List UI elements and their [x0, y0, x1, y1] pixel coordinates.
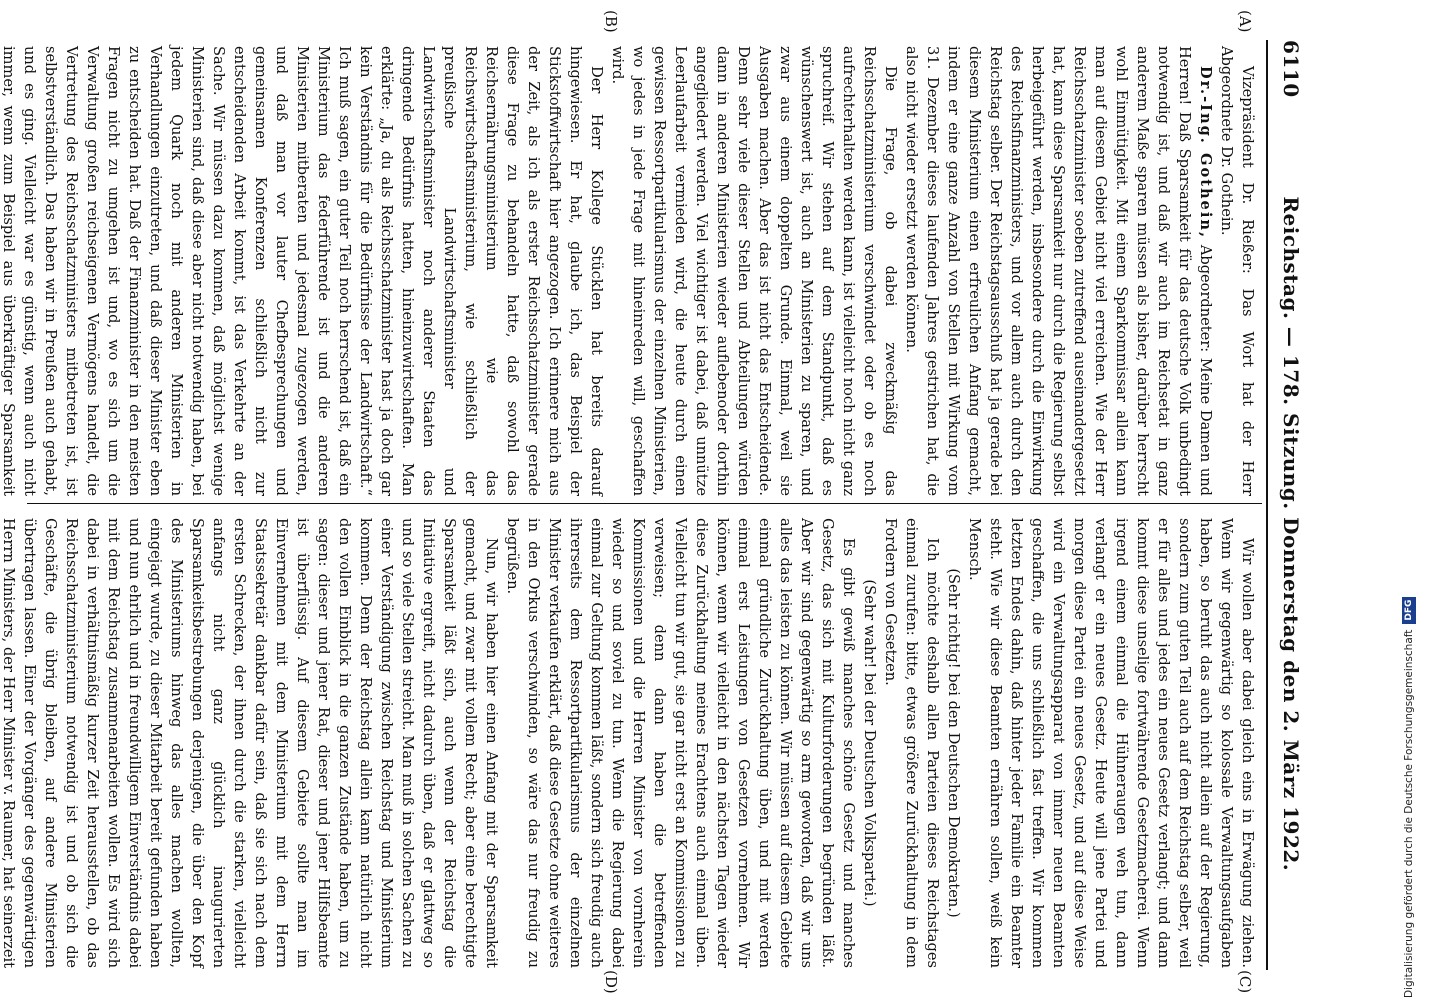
page-header: [1274, 40, 1308, 970]
paragraph-left-4: Der Herr Kollege Stücklen hat bereits darauf hingewiesen. Er hat, glaube ich, das Beispiel der Stickstoffwirtschaft hier angezogen. Ich erinnere mich aus der Zeit, als ich als erster Reichsschatzminister gerade diese Frage zu behandeln hatte, daß sowohl das Reichsernährungsministerium wie das Reichswirtschaftsministerium, wie schließlich der preußische Landwirtschaftsminister und Landwirtschaftsminister noch anderer Staaten das dringende Bedürfnis hatten, hineinzuwirtschaften. Man erklärte: „Ja, du als Reichsschatzminister hast ja doch gar kein Verständnis für die Bedürfnisse der Landwirtschaft.“ Ich muß sagen, ein guter Teil noch herrschend ist, daß ein Ministerium das federführende ist und die anderen Ministerien mitberaten und jedesmal zugezogen werden, und daß man vor lauter Chefbesprechungen und gemeinsamen Konferenzen schließlich nicht zur entscheidenden Arbeit kommt, ist das Verkehrte an der Sache. Wir müssen dazu kommen, daß möglichst wenige Ministerien sind, daß diese aber nicht notwendig haben, bei jedem Quark noch mit anderen Ministerien in Verhandlungen einzutreten, und daß dieser Minister eben zu entscheiden hat. Daß der Finanzminister in den meisten Fragen nicht zu umgehen ist und, wo es sich um die Verwaltung großen reichseigenen Vermögens handelt, die Vertretung des Reichsschatzministers mitbetreten ist, ist selbstverständlich. Das haben wir in Preußen auch gehabt, und es ging. Vielleicht war es günstig, wenn auch nicht immer, wenn zum Beispiel aus überkräftiger Sparsamkeit: [0, 46, 605, 496]
margin-mark-d: (D): [602, 970, 620, 994]
paragraph-right-1: Wir wollen aber dabei gleich eins in Erwägung ziehen. Wenn wir gegenwärtig so kolossale Verwaltungsaufgaben haben, so beruht das auch nicht allein auf der Regierung, sondern zum guten Teil auch auf dem Reichstag selber, weil er für alles und jedes ein neues Gesetz verlangt; und dann kommt diese unselige fortwährende Gesetzmacherei. Wenn irgend einem einmal die Hühneraugen weh tun, dann verlangt er ein neues Gesetz. Heute will jene Partei und morgen diese Partei ein neues Gesetz, und auf diese Weise wird ein Verwaltungsapparat von immer neuen Beamten geschaffen, die uns schließlich fast treffen. Wir kommen letzten Endes dahin, daß hinter jeder Familie ein Beamter steht. Wie wir diese Beamten ernähren sollen, weiß kein Mensch.: [966, 518, 1256, 968]
credit-text: Digitalisierung gefördert durch die Deutsche Forschungsgemeinschaft: [1403, 629, 1415, 998]
column-divider: [27, 503, 1262, 504]
interjection-2: (Sehr wahr! bei der Deutschen Volkspartei.): [861, 579, 878, 907]
page-title: Reichstag. — 178. Sitzung. Donnerstag den 2. März 1922.: [1279, 196, 1303, 872]
margin-mark-c: (C): [1236, 970, 1254, 994]
paragraph-left-2: [901, 46, 1216, 496]
paragraph-left-1: Vizepräsident Dr. Rießer: Das Wort hat der Herr Abgeordnete Dr. Gothein.: [1218, 46, 1256, 496]
speaker-name: Dr.-Ing. Gothein,: [1197, 66, 1214, 240]
paragraph-right-3: Es gibt gewiß manches schöne Gesetz und manches Gesetz, das sich mit Kulturforderungen begründen läßt. Aber wir sind gegenwärtig so arm geworden, daß wir uns alles das leisten zu können. Wir müssen auf diesem Gebiete einmal gründliche Zurückhaltung üben, und mit werden einmal erst Leistungen von Gesetzen vornehmen. Wir können, wenn wir vielleicht in den nächsten Tagen wieder diese Zurückhaltung meines Erachtens auch einmal üben. Vielleicht tun wir gut, sie gar nicht erst an Kommissionen zu verweisen; denn dann haben die betreffenden Kommissionen und die Herren Minister von vornherein wieder so und soviel zu tun. Wenn die Regierung dabei einmal zur Geltung kommen läßt, sondern sich freudig auch ihrerseits dem Ressortpartikularismus der einzelnen Minister verkaufen erklärt, daß diese Gesetze ohne weiteres in den Orkus verschwinden, so wäre das nur freudig zu begrüßen.: [504, 518, 857, 968]
right-column: [0, 518, 1258, 968]
paragraph-left-2-text: Abgeordneter: Meine Damen und Herren! Daß Sparsamkeit für das deutsche Volk unbedingt notwendig ist, und daß wir auch im Reichsetat in ganz anderem Maße sparen müssen als bisher, darüber herrscht wohl Einmütigkeit. Mit einem Sparkommissar allein kann man auf diesem Gebiet nicht viel erreichen. Wie der Herr Reichsschatzminister soeben zutreffend auseinandergesetzt hat, kann diese Sparsamkeit nur durch die Regierung selbst herbeigeführt werden, insbesondere durch die Einwirkung des Reichsfinanzministers, und vor allem auch durch den Reichstag selber. Der Reichstagsausschuß hat ja gerade bei diesem Ministerium einen erfreulichen Anfang gemacht, indem er eine ganze Anzahl von Stellen mit Wirkung vom 31. Dezember dieses laufenden Jahres gestrichen hat, die also nicht wieder ersetzt werden können.: [903, 46, 1214, 497]
paragraph-right-2: Ich möchte deshalb allen Parteien dieses Reichstages einmal zurufen: bitte, etwas größere Zurückhaltung in dem Fordern von Gesetzen.: [882, 518, 941, 968]
digitization-credit: [1402, 597, 1416, 998]
left-column: [0, 46, 1258, 497]
page-number: 6110: [1279, 40, 1303, 98]
dfg-logo-icon: DFG: [1402, 597, 1416, 624]
interjection-1: (Sehr richtig! bei den Deutschen Demokraten.): [945, 568, 962, 918]
paragraph-right-4: Nun, wir haben hier einen Anfang mit der Sparsamkeit gemacht, und zwar mit vollem Recht; aber eine berechtigte Sparsamkeit läßt sich, auch wenn der Reichstag die Initiative ergreift, nicht dadurch üben, daß er glattweg so und so viele Stellen streicht. Man muß in solchen Sachen zu einer Verständigung zwischen Reichstag und Ministerium kommen. Denn der Reichstag allein kann natürlich nicht den vollen Einblick in die ganzen Zustände haben, um zu sagen: dieser und jener Rat, dieser und jener Hilfsbeamte ist überflüssig. Auf diesem Gebiete sollte man im Einvernehmen mit dem Ministerium mit dem Herrn Staatssekretär dankbar dafür sein, daß sie sich nach dem ersten Schrecken, der ihnen durch die starken, vielleicht anfangs nicht ganz glücklich inaugurierten Sparsamkeitsbestrebungen derjenigen, die über den Kopf des Ministeriums hinweg das alles machen wollten, eingejagt wurde, zu dieser Mitarbeit bereit gefunden haben und nun ehrlich und in freundwilligem Einverständnis dabei mit dem Reichstag zusammenarbeiten wollen. Es wird sich dabei in verhältnismäßig kurzer Zeit herausstellen, ob das Reichsschatzministerium notwendig ist und ob sich die Geschäfte, die übrig bleiben, auf andere Ministerien übertragen lassen. Einer der Vorgänger des gegenwärtigen Herrn Ministers, der Herr Minister v. Raumer, hat seinerzeit: [0, 518, 500, 968]
margin-mark-b: (B): [602, 10, 620, 33]
paragraph-left-3: Die Frage, ob dabei zweckmäßig das Reichsschatzministerium verschwindet oder ob es noch aufrechterhalten werden kann, ist vielleicht noch nicht ganz spruchreif. Wir stehen auf dem Standpunkt, daß es wünschenswert ist, auch an Ministerien zu sparen, und zwar aus einem doppelten Grunde. Einmal, weil sie Ausgaben machen. Aber das ist nicht das Entscheidende. Denn sehr viele dieser Stellen und Abteilungen würden dann in anderen Ministerien wieder auflebenoder dorthin angegliedert werden. Viel wichtiger ist dabei, daß unnütze Leerlaufarbeit vermieden wird, die heute durch einen gewissen Ressortpartikularismus der einzelnen Ministerien, wo jedes in jede Frage mit hineinreden will, geschaffen wird.: [609, 46, 899, 496]
header-rule: [1266, 40, 1268, 970]
margin-mark-a: (A): [1236, 10, 1254, 33]
